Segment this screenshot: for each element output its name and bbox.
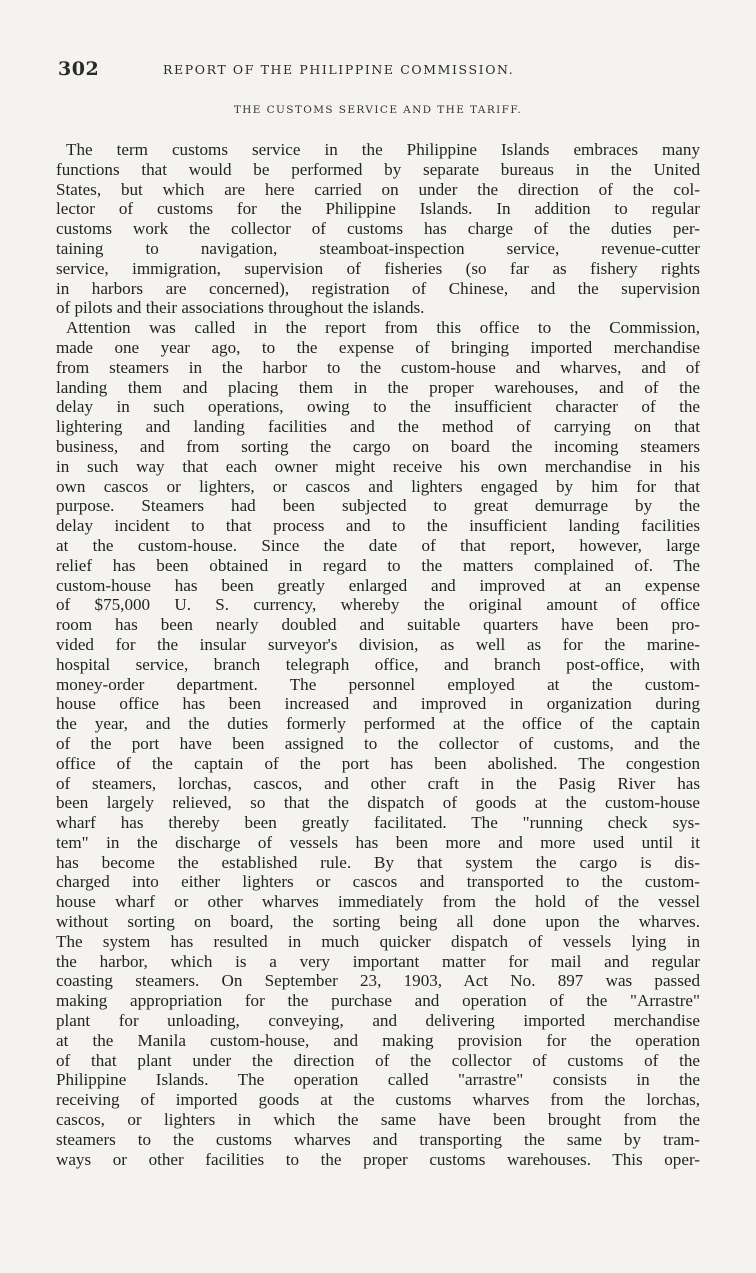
text-line: making appropriation for the purchase and operation of the "Arrastre"	[56, 991, 700, 1011]
text-line: in such way that each owner might receive his own merchandise in his	[56, 456, 700, 476]
text-line: made one year ago, to the expense of bringing imported merchandise	[56, 337, 700, 357]
text-line: the year, and the duties formerly performed at the office of the captain	[56, 714, 700, 734]
text-line: at the custom-house. Since the date of that report, however, large	[56, 535, 700, 555]
text-line: coasting steamers. On September 23, 1903, Act No. 897 was passed	[56, 971, 700, 991]
text-line: Attention was called in the report from this office to the Commission,	[66, 318, 700, 338]
text-line: steamers to the customs wharves and transporting the same by tram-	[56, 1129, 700, 1149]
text-line: landing them and placing them in the proper warehouses, and of the	[56, 377, 700, 397]
text-line: room has been nearly doubled and suitable quarters have been pro-	[56, 615, 700, 635]
text-line: of steamers, lorchas, cascos, and other craft in the Pasig River has	[56, 773, 700, 793]
text-line: Philippine Islands. The operation called "arrastre" consists in the	[56, 1070, 700, 1090]
text-line: of pilots and their associations throughout the islands.	[56, 298, 425, 318]
text-line: delay incident to that process and to the insufficient landing facilities	[56, 516, 700, 536]
text-line: cascos, or lighters in which the same have been brought from the	[56, 1110, 700, 1130]
text-line: has become the established rule. By that system the cargo is dis-	[56, 852, 700, 872]
text-line: charged into either lighters or cascos and transported to the custom-	[56, 872, 700, 892]
text-line: plant for unloading, conveying, and delivering imported merchandise	[56, 1011, 700, 1031]
page-number: 302	[58, 58, 100, 80]
text-line: house office has been increased and improved in organization during	[56, 694, 700, 714]
text-line: taining to navigation, steamboat-inspection service, revenue-cutter	[56, 238, 700, 258]
text-line: the harbor, which is a very important matter for mail and regular	[56, 951, 700, 971]
text-line: The term customs service in the Philippine Islands embraces many	[66, 140, 700, 159]
text-line: of the port have been assigned to the collector of customs, and the	[56, 733, 700, 753]
text-line: from steamers in the harbor to the custom-house and wharves, and of	[56, 357, 700, 377]
text-line: been largely relieved, so that the dispatch of goods at the custom-house	[56, 793, 700, 813]
text-line: tem" in the discharge of vessels has been more and more used until it	[56, 832, 700, 852]
text-line: custom-house has been greatly enlarged and improved at an expense	[56, 575, 700, 595]
text-line: receiving of imported goods at the customs wharves from the lorchas,	[56, 1090, 700, 1110]
text-line: in harbors are concerned), registration of Chinese, and the supervision	[56, 278, 700, 298]
section-title: THE CUSTOMS SERVICE AND THE TARIFF.	[233, 104, 523, 116]
text-line: The system has resulted in much quicker dispatch of vessels lying in	[56, 931, 700, 951]
running-title: REPORT OF THE PHILIPPINE COMMISSION.	[163, 62, 515, 77]
text-line: States, but which are here carried on under the direction of the col-	[56, 179, 700, 199]
text-line: house wharf or other wharves immediately from the hold of the vessel	[56, 892, 700, 912]
text-line: wharf has thereby been greatly facilitated. The "running check sys-	[56, 813, 700, 833]
paragraph	[56, 318, 700, 1169]
text-line: service, immigration, supervision of fisheries (so far as fishery rights	[56, 258, 700, 278]
text-line: relief has been obtained in regard to the matters complained of. The	[56, 555, 700, 575]
text-line: of that plant under the direction of the collector of customs of the	[56, 1050, 700, 1070]
text-line: without sorting on board, the sorting being all done upon the wharves.	[56, 912, 700, 932]
text-line: business, and from sorting the cargo on board the incoming steamers	[56, 436, 700, 456]
text-line: money-order department. The personnel employed at the custom-	[56, 674, 700, 694]
text-line: delay in such operations, owing to the insufficient character of the	[56, 397, 700, 417]
running-header	[58, 58, 698, 84]
text-line: at the Manila custom-house, and making provision for the operation	[56, 1030, 700, 1050]
text-line: vided for the insular surveyor's division, as well as for the marine-	[56, 634, 700, 654]
text-line: ways or other facilities to the proper customs warehouses. This oper-	[56, 1149, 700, 1169]
text-line: of $75,000 U. S. currency, whereby the original amount of office	[56, 595, 700, 615]
text-line: own cascos or lighters, or cascos and lighters engaged by him for that	[56, 476, 700, 496]
text-line: functions that would be performed by separate bureaus in the United	[56, 159, 700, 179]
paragraph	[56, 140, 700, 318]
body-text	[56, 140, 700, 1169]
text-line: lightering and landing facilities and the method of carrying on that	[56, 417, 700, 437]
text-line: customs work the collector of customs has charge of the duties per-	[56, 219, 700, 239]
text-line: office of the captain of the port has been abolished. The congestion	[56, 753, 700, 773]
text-line: lector of customs for the Philippine Islands. In addition to regular	[56, 199, 700, 219]
text-line: hospital service, branch telegraph office, and branch post-office, with	[56, 654, 700, 674]
text-line: purpose. Steamers had been subjected to great demurrage by the	[56, 496, 700, 516]
